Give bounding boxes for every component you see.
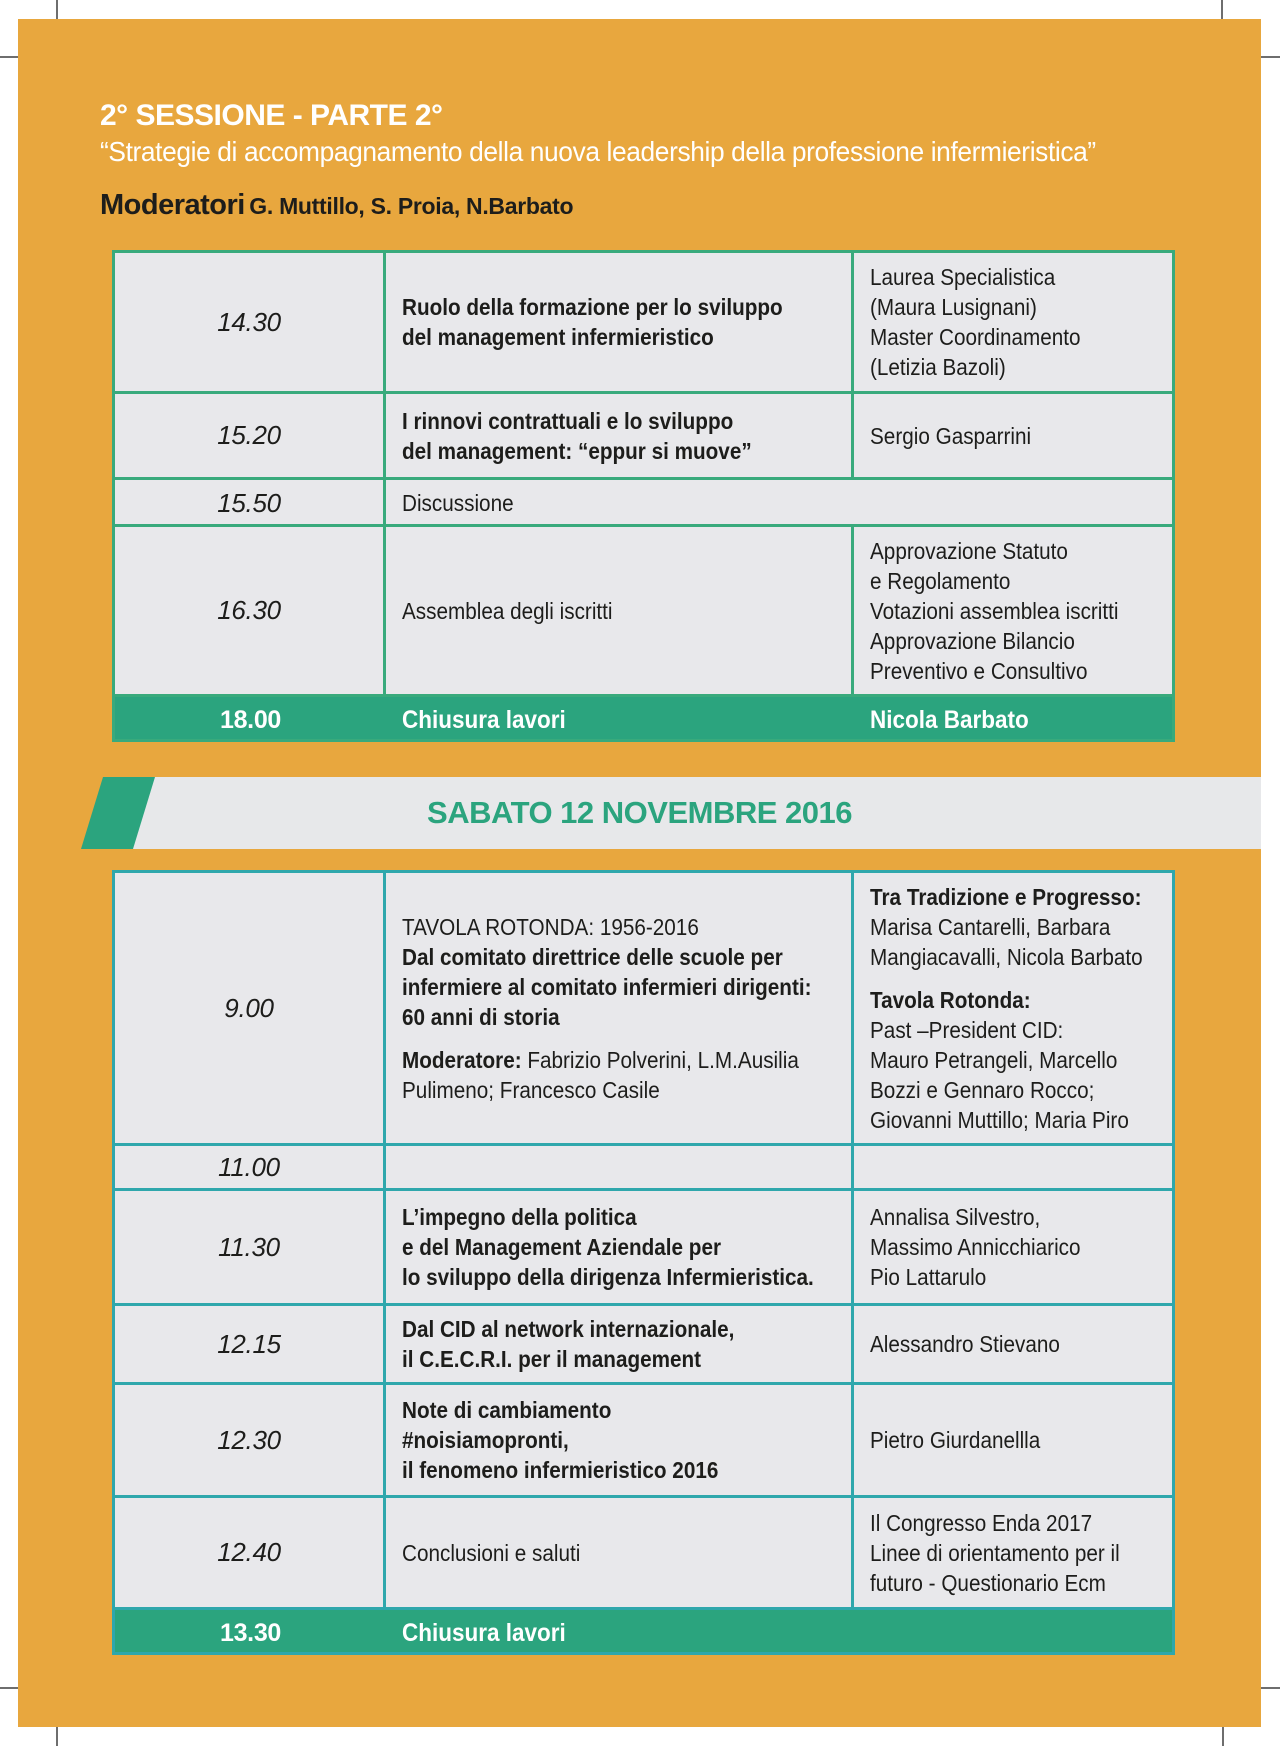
time-cell	[115, 1498, 386, 1607]
table-row	[115, 873, 1172, 1143]
moderator-label: Moderatore:	[402, 1046, 522, 1073]
speaker-line: Mauro Petrangeli, Marcello	[870, 1046, 1118, 1073]
table-row	[115, 1143, 1172, 1188]
speaker-cell	[854, 1146, 1169, 1188]
speaker-line: (Letizia Bazoli)	[870, 354, 1006, 380]
topic-line: Note di cambiamento	[402, 1397, 612, 1423]
speaker-cell	[854, 1610, 1169, 1656]
time-value: 11.00	[218, 1151, 280, 1182]
topic-cell	[386, 1146, 854, 1188]
speaker-line: Nicola Barbato	[870, 706, 1029, 734]
speaker-line: Votazioni assemblea iscritti	[870, 597, 1119, 624]
topic-cell	[386, 394, 854, 477]
time-cell	[115, 480, 386, 526]
topic-line: del management: “eppur si muove”	[402, 437, 752, 464]
speaker-line: Master Coordinamento	[870, 324, 1081, 350]
moderator-names: Fabrizio Polverini, L.M.Ausilia Pulimeno; Francesco Casile	[402, 1046, 799, 1103]
speaker-line: Il Congresso Enda 2017	[870, 1509, 1093, 1536]
table-row	[115, 1188, 1172, 1303]
speaker-line: Preventivo e Consultivo	[870, 657, 1088, 684]
speaker-line: Sergio Gasparrini	[870, 422, 1032, 449]
speaker-line: Past –President CID:	[870, 1016, 1064, 1043]
topic-line: Ruolo della formazione per lo sviluppo	[402, 294, 783, 320]
topic-line: infermiere al comitato infermieri dirigenti:	[402, 973, 812, 1000]
time-value: 14.30	[217, 306, 281, 337]
topic-cell	[386, 1385, 854, 1495]
program-table-saturday	[112, 870, 1175, 1655]
speaker-cell	[854, 697, 1169, 743]
moderators-names: G. Muttillo, S. Proia, N.Barbato	[249, 193, 574, 219]
topic-line: 60 anni di storia	[402, 1003, 560, 1030]
speaker-line: Approvazione Bilancio	[870, 627, 1075, 654]
topic-line: Discussione	[402, 490, 514, 516]
speaker-cell	[854, 873, 1169, 1143]
time-value: 12.15	[217, 1328, 281, 1359]
speaker-line: Annalisa Silvestro,	[870, 1204, 1041, 1230]
topic-line: Dal CID al network internazionale,	[402, 1316, 735, 1342]
speaker-cell	[854, 394, 1169, 477]
speaker-cell	[854, 1191, 1169, 1303]
program-page	[18, 19, 1261, 1727]
time-value: 12.30	[217, 1424, 281, 1455]
topic-line: Chiusura lavori	[402, 706, 566, 734]
time-value: 15.50	[217, 487, 281, 518]
table-row	[115, 524, 1172, 694]
time-value: 15.20	[217, 420, 281, 450]
topic-line: Assemblea degli iscritti	[402, 597, 613, 624]
topic-line: il fenomeno infermieristico 2016	[402, 1457, 719, 1483]
table-row	[115, 1495, 1172, 1607]
time-value: 12.40	[217, 1537, 281, 1567]
time-cell	[115, 1306, 386, 1382]
speaker-cell	[854, 527, 1169, 694]
session-title: 2° SESSIONE - PARTE 2°	[100, 99, 443, 132]
table-row	[115, 477, 1172, 524]
speaker-line: Approvazione Statuto	[870, 537, 1068, 564]
moderator-line	[402, 1045, 847, 1105]
day-banner	[18, 777, 1261, 849]
time-cell	[115, 253, 386, 391]
speaker-line: Alessandro Stievano	[870, 1331, 1060, 1357]
time-cell	[115, 697, 386, 743]
speaker-cell	[854, 253, 1169, 391]
speaker-line: e Regolamento	[870, 567, 1011, 594]
topic-intro-line: TAVOLA ROTONDA: 1956-2016	[402, 913, 699, 940]
time-cell	[115, 873, 386, 1143]
time-value: 9.00	[224, 992, 274, 1023]
speaker-cell	[854, 1385, 1169, 1495]
time-value: 11.30	[218, 1231, 280, 1262]
moderators-line	[100, 189, 573, 222]
topic-cell	[386, 1191, 854, 1303]
speaker-line: Marisa Cantarelli, Barbara	[870, 913, 1111, 940]
topic-line: I rinnovi contrattuali e lo sviluppo	[402, 407, 734, 434]
moderators-label: Moderatori	[100, 189, 245, 221]
speaker-cell	[854, 1306, 1169, 1382]
topic-cell	[386, 697, 854, 743]
topic-line: #noisiamopronti,	[402, 1427, 569, 1453]
time-cell	[115, 527, 386, 694]
topic-line: Chiusura lavori	[402, 1619, 566, 1647]
time-value: 16.30	[217, 595, 281, 625]
topic-line: il C.E.C.R.I. per il management	[402, 1346, 702, 1372]
topic-cell	[386, 1498, 854, 1607]
topic-cell	[386, 527, 854, 694]
topic-cell	[386, 480, 1169, 526]
time-value: 13.30	[219, 1618, 282, 1647]
topic-line: e del Management Aziendale per	[402, 1234, 722, 1260]
topic-line: Conclusioni e saluti	[402, 1539, 581, 1566]
time-cell	[115, 394, 386, 477]
time-cell	[115, 1146, 386, 1188]
speaker-line: Pio Lattarulo	[870, 1264, 987, 1290]
speaker-line: Mangiacavalli, Nicola Barbato	[870, 943, 1143, 970]
time-cell	[115, 1385, 386, 1495]
table-row	[115, 1303, 1172, 1382]
speaker-cell	[854, 1498, 1169, 1607]
program-table-afternoon	[112, 250, 1175, 742]
speaker-line: Massimo Annicchiarico	[870, 1234, 1081, 1260]
closing-row	[115, 694, 1172, 739]
table-row	[115, 1382, 1172, 1495]
speaker-line: Linee di orientamento per il	[870, 1539, 1120, 1566]
speaker-line: Laurea Specialistica	[870, 264, 1056, 290]
topic-cell	[386, 1306, 854, 1382]
day-banner-title: SABATO 12 NOVEMBRE 2016	[427, 795, 852, 830]
speaker-line: Giovanni Muttillo; Maria Piro	[870, 1106, 1129, 1133]
speaker-heading: Tavola Rotonda:	[870, 986, 1031, 1013]
speaker-line: futuro - Questionario Ecm	[870, 1569, 1106, 1596]
topic-line: Dal comitato direttrice delle scuole per	[402, 943, 783, 970]
time-cell	[115, 1610, 386, 1656]
topic-cell	[386, 1610, 854, 1656]
speaker-line: Bozzi e Gennaro Rocco;	[870, 1076, 1095, 1103]
speaker-line: (Maura Lusignani)	[870, 294, 1037, 320]
closing-row	[115, 1607, 1172, 1652]
table-row	[115, 391, 1172, 477]
topic-cell	[386, 253, 854, 391]
speaker-heading: Tra Tradizione e Progresso:	[870, 883, 1142, 910]
time-cell	[115, 1191, 386, 1303]
session-subtitle: “Strategie di accompagnamento della nuova leadership della professione infermieristica”	[100, 136, 1096, 167]
topic-cell	[386, 873, 854, 1143]
topic-line: L’impegno della politica	[402, 1204, 637, 1230]
time-value: 18.00	[219, 705, 282, 734]
topic-line: lo sviluppo della dirigenza Infermieristica.	[402, 1264, 814, 1290]
topic-line: del management infermieristico	[402, 324, 714, 350]
table-row	[115, 253, 1172, 391]
speaker-line: Pietro Giurdanellla	[870, 1427, 1041, 1453]
